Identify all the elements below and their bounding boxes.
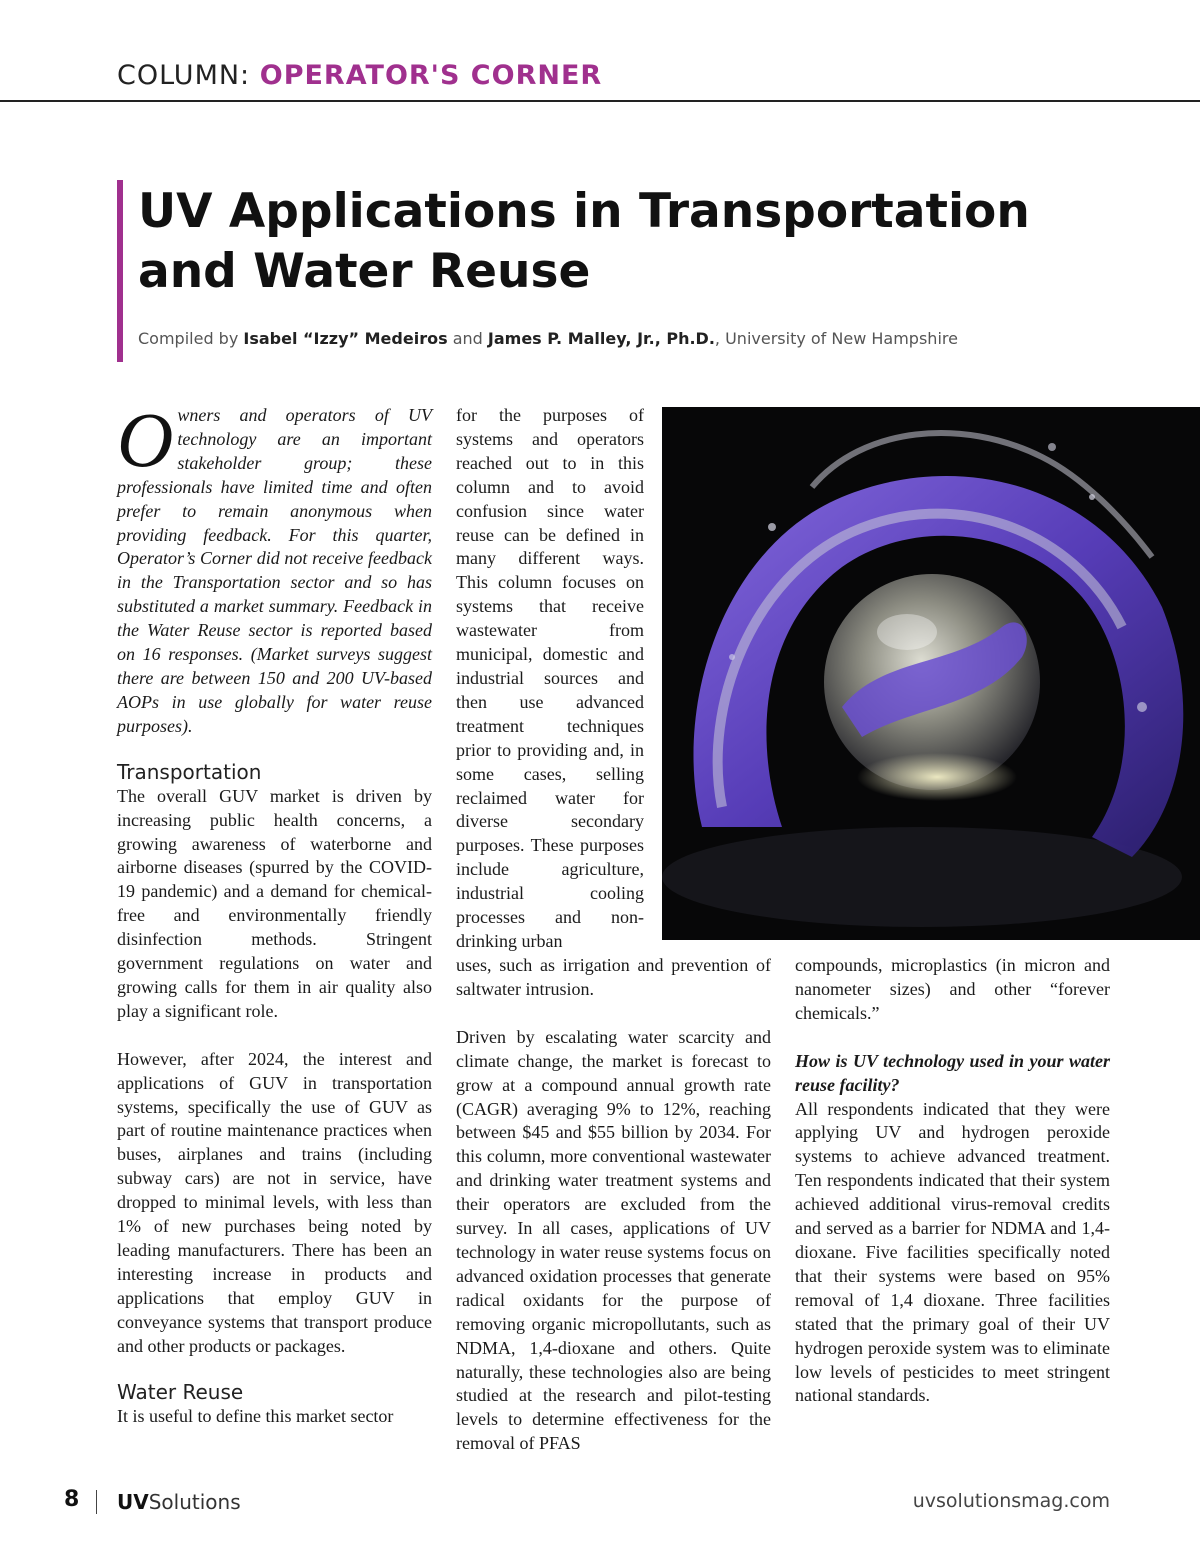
transportation-paragraph-2: However, after 2024, the interest and applications of GUV in transportation systems, specifically the use of GUV as part of routine maintenance practices when buses, airplanes and trains (including subway cars) are not in service, have dropped to minimal levels, with less than 1% of new purchases being noted by leading manufacturers. There has been an interesting increase in products and applications that employ GUV in conveyance systems that transport produce and other products or packages. xyxy=(117,1048,432,1356)
footer-brand xyxy=(117,1490,241,1514)
water-reuse-paragraph-1-cont: for the purposes of systems and operators reached out to in this column and to avoid confusion since water reuse can be defined in many different ways. This column focuses on systems that receive wastewater from municipal, domestic and industrial sources and then use advanced treatment techniques prior to providing and, in some cases, selling reclaimed water for diverse secondary purposes. These purposes include agriculture, industrial cooling processes and non-drinking urban xyxy=(456,405,644,951)
brand-bold: UV xyxy=(117,1490,149,1514)
splash-illustration xyxy=(662,407,1200,940)
column-2-top xyxy=(456,404,644,954)
column-prefix: COLUMN: xyxy=(117,60,260,91)
title-accent-bar xyxy=(117,180,123,362)
column-section: OPERATOR'S CORNER xyxy=(259,60,603,91)
water-splash-orb-image xyxy=(662,407,1200,940)
brand-rest: Solutions xyxy=(148,1490,241,1514)
heading-transportation: Transportation xyxy=(117,759,262,784)
header-rule xyxy=(0,100,1200,102)
intro-text: wners and operators of UV technology are an important stakeholder group; these professionals have limited time and often prefer to remain anonymous when providing feedback. For this quarter, Operator’s Corner did not receive feedback in the Transportation sector and so has substituted a market summary. Feedback in the Water Reuse sector is reported based on 16 responses. (Market surveys suggest there are between 150 and 200 UV-based AOPs in use globally for water reuse purposes). xyxy=(117,405,432,736)
water-reuse-paragraph-2-end: compounds, microplastics (in micron and nanometer sizes) and other “forever chemicals.” xyxy=(795,955,1110,1023)
water-reuse-paragraph-1-end: uses, such as irrigation and prevention of saltwater intrusion. xyxy=(456,955,771,999)
water-reuse-paragraph-1-start: It is useful to define this market sector xyxy=(117,1405,394,1426)
intro-paragraph xyxy=(117,396,432,739)
footer-separator xyxy=(96,1490,97,1514)
byline-author-2: James P. Malley, Jr., Ph.D. xyxy=(487,329,715,348)
water-reuse-paragraph-2: Driven by escalating water scarcity and climate change, the market is forecast to grow at a compound annual growth rate (CAGR) averaging 9% to 12%, reaching between $45 and $55 billion by 2034. For this column, more conventional wastewater and drinking water treatment systems and their operators are excluded from the survey. In all cases, applications of UV technology in water reuse systems focus on advanced oxidation processes that generate radical oxidants for the purpose of removing organic micropollutants, such as NDMA, 1,4-dioxane and others. Quite naturally, these technologies also are being studied at the research and pilot-testing levels to determine effectiveness for the removal of PFAS xyxy=(456,1026,771,1454)
byline-compiled-by: Compiled by xyxy=(138,329,244,348)
survey-answer: All respondents indicated that they were applying UV and hydrogen peroxide systems to achieve advanced treatment. Ten respondents indicated that their system achieved additional virus-removal credits and served as a barrier for NDMA and 1,4-dioxane. Five facilities specifically noted that their systems were based on 95% removal of 1,4 dioxane. Three facilities stated that the primary goal of their UV hydrogen peroxide system was to eliminate low levels of pesticides to meet stringent national standards. xyxy=(795,1098,1110,1406)
column-3 xyxy=(795,954,1110,1408)
heading-water-reuse: Water Reuse xyxy=(117,1379,244,1404)
survey-question: How is UV technology used in your water reuse facility? xyxy=(795,1050,1110,1095)
column-1 xyxy=(117,396,432,1428)
byline-author-1: Isabel “Izzy” Medeiros xyxy=(243,329,448,348)
page-number: 8 xyxy=(64,1487,80,1512)
column-2-bottom xyxy=(456,954,771,1456)
footer-url: uvsolutionsmag.com xyxy=(912,1490,1110,1512)
transportation-paragraph-1: The overall GUV market is driven by increasing public health concerns, a growing awareness of waterborne and airborne diseases (spurred by the COVID-19 pandemic) and a demand for chemical-free and environmentally friendly disinfection methods. Stringent government regulations on water and growing calls for them in air quality also play a significant role. xyxy=(117,785,432,1021)
byline-affiliation: , University of New Hampshire xyxy=(714,329,958,348)
column-header xyxy=(117,60,602,91)
article-title: UV Applications in Transportation and Water Reuse xyxy=(138,184,1030,299)
byline-and: and xyxy=(447,329,488,348)
drop-cap: O xyxy=(117,396,174,483)
byline xyxy=(138,329,958,348)
